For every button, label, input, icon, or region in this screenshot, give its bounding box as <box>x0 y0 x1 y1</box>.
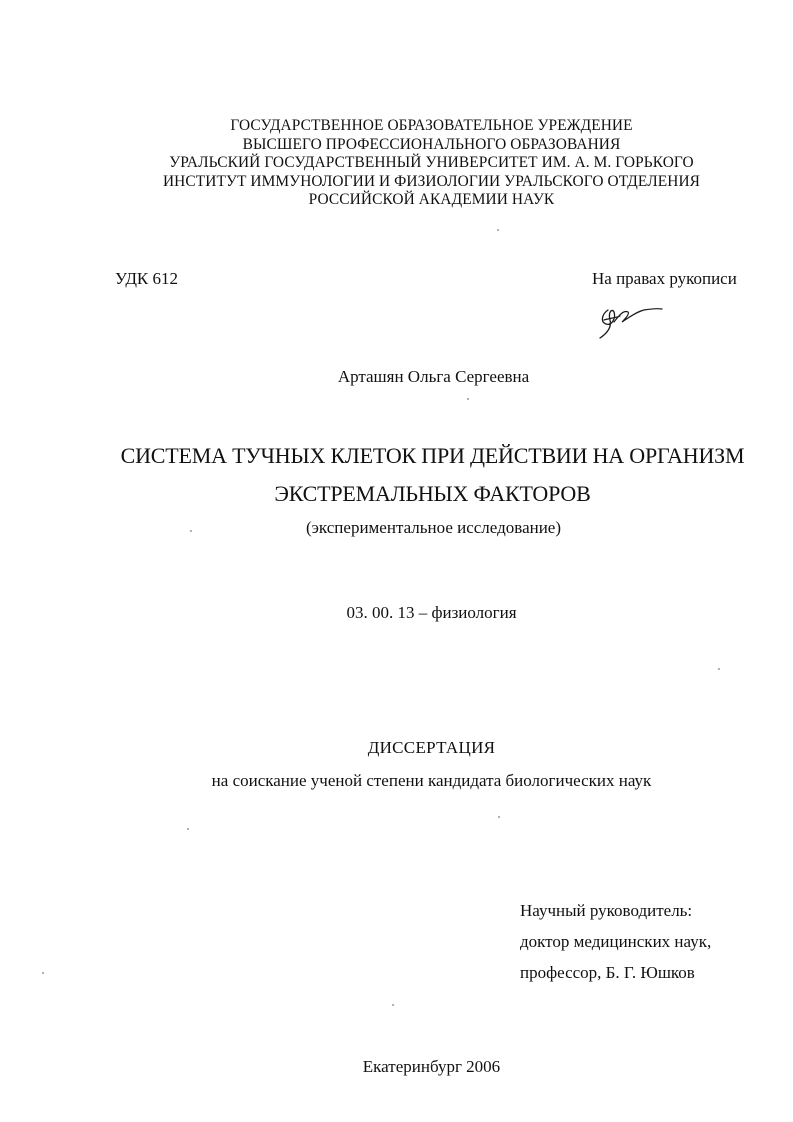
scan-speck <box>392 1004 394 1006</box>
supervisor-degree: доктор медицинских наук, <box>520 932 712 951</box>
thesis-title-line-2: ЭКСТРЕМАЛЬНЫХ ФАКТОРОВ <box>274 481 591 506</box>
supervisor-name: профессор, Б. Г. Юшков <box>520 963 695 982</box>
thesis-subtitle: (экспериментальное исследование) <box>305 518 562 537</box>
specialty-code: 03. 00. 13 – физиология <box>346 603 517 622</box>
institution-line: ВЫСШЕГО ПРОФЕССИОНАЛЬНОГО ОБРАЗОВАНИЯ <box>242 135 621 153</box>
document-type: ДИССЕРТАЦИЯ <box>367 738 496 757</box>
supervisor-label: Научный руководитель: <box>520 901 693 920</box>
institution-line: УРАЛЬСКИЙ ГОСУДАРСТВЕННЫЙ УНИВЕРСИТЕТ ИМ. А. М. ГОРЬКОГО <box>169 154 694 172</box>
institution-line: РОССИЙСКОЙ АКАДЕМИИ НАУК <box>308 191 555 209</box>
degree-statement: на соискание ученой степени кандидата биологических наук <box>211 771 652 790</box>
thesis-title-line-1: СИСТЕМА ТУЧНЫХ КЛЕТОК ПРИ ДЕЙСТВИИ НА ОРГАНИЗМ <box>120 443 745 468</box>
scan-speck <box>718 668 720 670</box>
udk-code: УДК 612 <box>115 269 179 288</box>
scan-speck <box>498 816 500 818</box>
scan-speck <box>190 530 192 532</box>
handwritten-signature <box>594 300 666 342</box>
supervisor-block <box>520 895 711 988</box>
author-name: Арташян Ольга Сергеевна <box>337 367 530 386</box>
scan-speck <box>42 972 44 974</box>
scan-speck <box>187 828 189 830</box>
rights-note: На правах рукописи <box>592 269 737 288</box>
institution-header <box>35 117 793 210</box>
institution-line: ИНСТИТУТ ИММУНОЛОГИИ И ФИЗИОЛОГИИ УРАЛЬСКОГО ОТДЕЛЕНИЯ <box>162 172 701 190</box>
city-and-year: Екатеринбург 2006 <box>362 1057 501 1076</box>
scan-speck <box>467 398 469 400</box>
scan-speck <box>497 229 499 231</box>
institution-line: ГОСУДАРСТВЕННОЕ ОБРАЗОВАТЕЛЬНОЕ УРЕЖДЕНИЕ <box>230 117 633 134</box>
